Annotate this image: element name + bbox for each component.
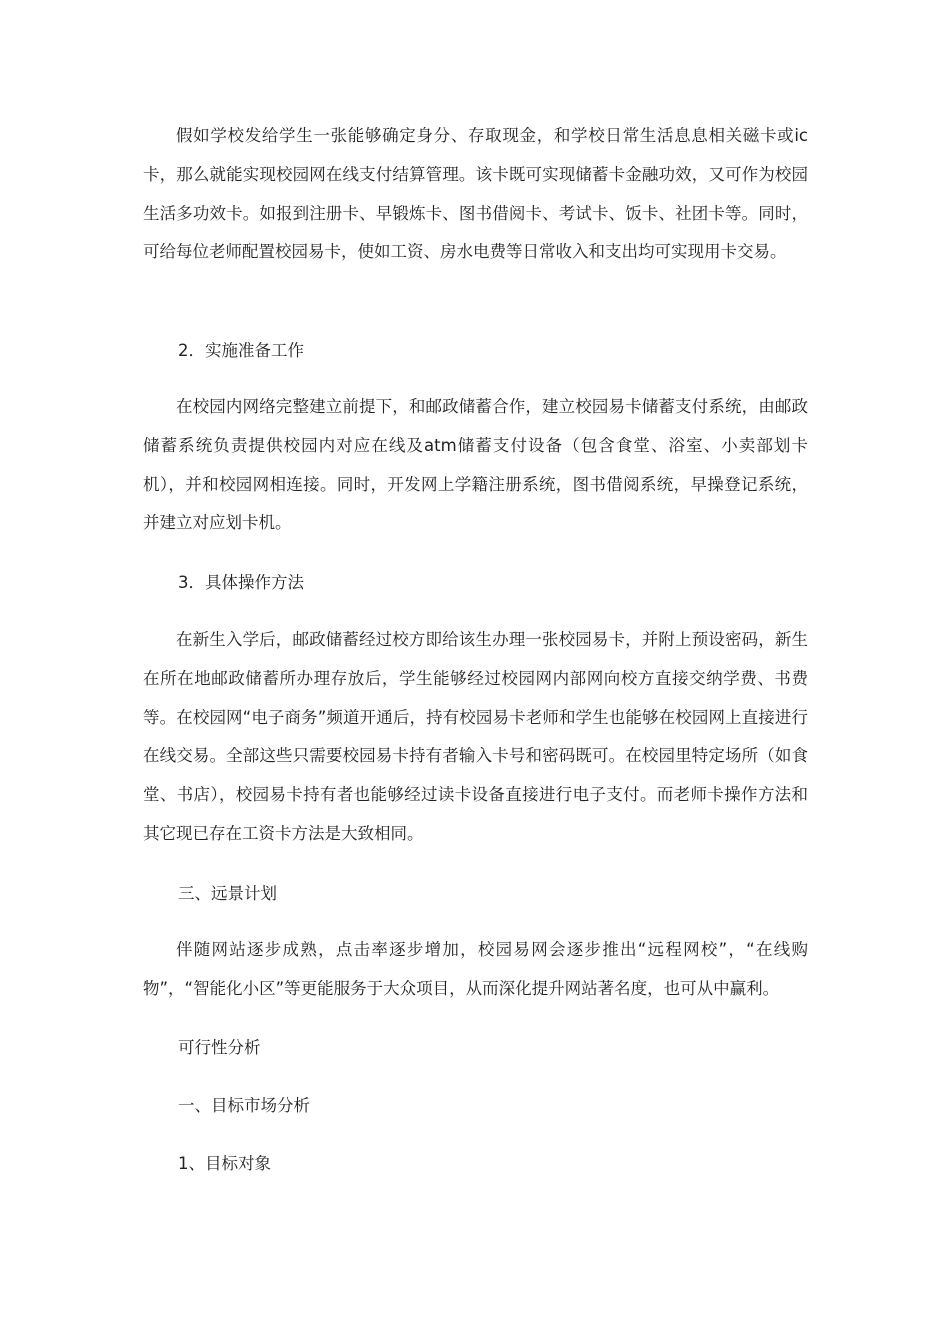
section-heading-feasibility: 可行性分析 [178,1038,261,1057]
paragraph-campus-card-intro: 假如学校发给学生一张能够确定身分、存取现金，和学校日常生活息息相关磁卡或ic卡，那么就能实现校园网在线支付结算管理。该卡既可实现储蓄卡金融功效，又可作为校园生活多功效卡。如报到注册卡、早锻炼卡、图书借阅卡、考试卡、饭卡、社团卡等。同时，可给每位老师配置校园易卡，使如工资、房水电费等日常收入和支出均可实现用卡交易。 [143,126,808,262]
section-heading-operation: 3．具体操作方法 [178,573,304,592]
section-heading-preparation: 2．实施准备工作 [178,341,304,360]
section-heading-target-audience: 1、目标对象 [178,1154,271,1173]
paragraph-operation: 在新生入学后，邮政储蓄经过校方即给该生办理一张校园易卡，并附上预设密码，新生在所在地邮政储蓄所办理存放后，学生能够经过校园网内部网向校方直接交纳学费、书费等。在校园网“电子商务”频道开通后，持有校园易卡老师和学生也能够在校园网上直接进行在线交易。全部这些只需要校园易卡持有者输入卡号和密码既可。在校园里特定场所（如食堂、书店），校园易卡持有者也能够经过读卡设备直接进行电子支付。而老师卡操作方法和其它现已存在工资卡方法是大致相同。 [143,630,808,843]
paragraph-preparation: 在校园内网络完整建立前提下，和邮政储蓄合作，建立校园易卡储蓄支付系统，由邮政储蓄系统负责提供校园内对应在线及atm储蓄支付设备（包含食堂、浴室、小卖部划卡机），并和校园网相连接。同时，开发网上学籍注册系统，图书借阅系统，早操登记系统，并建立对应划卡机。 [143,397,808,533]
paragraph-vision: 伴随网站逐步成熟，点击率逐步增加，校园易网会逐步推出“远程网校”，“在线购物”，“智能化小区”等更能服务于大众项目，从而深化提升网站著名度，也可从中赢利。 [143,940,808,998]
section-heading-target-market: 一、目标市场分析 [178,1096,310,1115]
section-heading-vision: 三、远景计划 [178,884,277,903]
